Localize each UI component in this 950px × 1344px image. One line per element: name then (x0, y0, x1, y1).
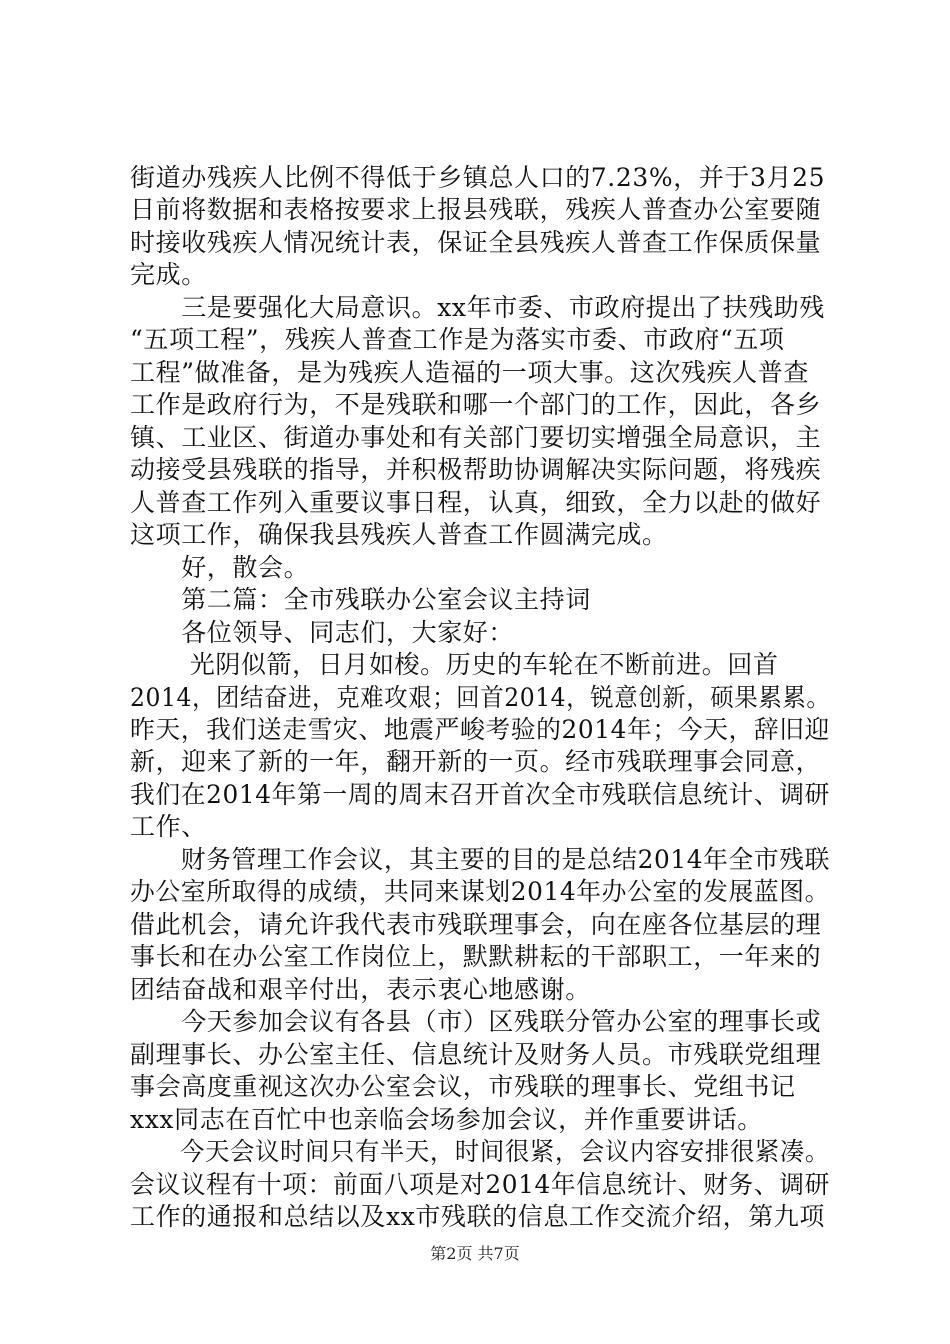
text-line: 工作是政府行为，不是残联和哪一个部门的工作，因此，各乡 (130, 390, 822, 419)
text-line: 我们在2014年第一周的周末召开首次全市残联信息统计、调研 (130, 780, 831, 809)
text-line: 完成。 (130, 260, 207, 289)
text-line: 今天会议时间只有半天，时间很紧，会议内容安排很紧凑。 (130, 1137, 830, 1166)
text-line: 财务管理工作会议，其主要的目的是总结2014年全市残联 (130, 845, 831, 874)
text-line: 三是要强化大局意识。xx年市委、市政府提出了扶残助残 (130, 293, 826, 322)
section-heading: 第二篇：全市残联办公室会议主持词 (130, 585, 591, 614)
text-line: 事长和在办公室工作岗位上，默默耕耘的干部职工，一年来的 (130, 942, 822, 971)
text-line: 镇、工业区、街道办事处和有关部门要切实增强全局意识，主 (130, 423, 822, 452)
text-line: 这项工作，确保我县残疾人普查工作圆满完成。 (130, 520, 668, 549)
text-line: 昨天，我们送走雪灾、地震严峻考验的2014年；今天，辞旧迎 (130, 715, 831, 744)
text-line: 街道办残疾人比例不得低于乡镇总人口的7.23%，并于3月25 (130, 163, 826, 192)
text-line: 工程”做准备，是为残疾人造福的一项大事。这次残疾人普查 (130, 358, 809, 387)
text-line: 会议议程有十项：前面八项是对2014年信息统计、财务、调研 (130, 1170, 831, 1199)
text-line: 团结奋战和艰辛付出，表示衷心地感谢。 (130, 975, 591, 1004)
text-line: xxx同志在百忙中也亲临会场参加会议，并作重要讲话。 (130, 1105, 763, 1134)
text-line: 事会高度重视这次办公室会议，市残联的理事长、党组书记 (130, 1072, 796, 1101)
text-line: 工作、 (130, 812, 207, 841)
page-number-footer: 第2页 共7页 (430, 1244, 520, 1263)
text-line: 动接受县残联的指导，并积极帮助协调解决实际问题，将残疾 (130, 455, 822, 484)
text-line: 好，散会。 (130, 553, 310, 582)
text-line: 办公室所取得的成绩，共同来谋划2014年办公室的发展蓝图。 (130, 877, 831, 906)
text-line: 日前将数据和表格按要求上报县残联，残疾人普查办公室要随 (130, 195, 822, 224)
text-line: 各位领导、同志们，大家好： (130, 618, 515, 647)
text-line: 时接收残疾人情况统计表，保证全县残疾人普查工作保质保量 (130, 228, 822, 257)
text-line: 新，迎来了新的一年，翻开新的一页。经市残联理事会同意， (130, 747, 822, 776)
text-line: 工作的通报和总结以及xx市残联的信息工作交流介绍，第九项 (130, 1202, 826, 1231)
text-line: 光阴似箭，日月如梭。历史的车轮在不断前进。回首 (130, 650, 779, 679)
text-line: 副理事长、办公室主任、信息统计及财务人员。市残联党组理 (130, 1040, 822, 1069)
text-line: “五项工程”，残疾人普查工作是为落实市委、市政府“五项 (130, 325, 785, 354)
text-line: 2014，团结奋进，克难攻艰；回首2014，锐意创新，硕果累累。 (130, 683, 831, 712)
text-line: 今天参加会议有各县（市）区残联分管办公室的理事长或 (130, 1007, 822, 1036)
text-line: 人普查工作列入重要议事日程，认真，细致，全力以赴的做好 (130, 488, 822, 517)
text-line: 借此机会，请允许我代表市残联理事会，向在座各位基层的理 (130, 910, 822, 939)
